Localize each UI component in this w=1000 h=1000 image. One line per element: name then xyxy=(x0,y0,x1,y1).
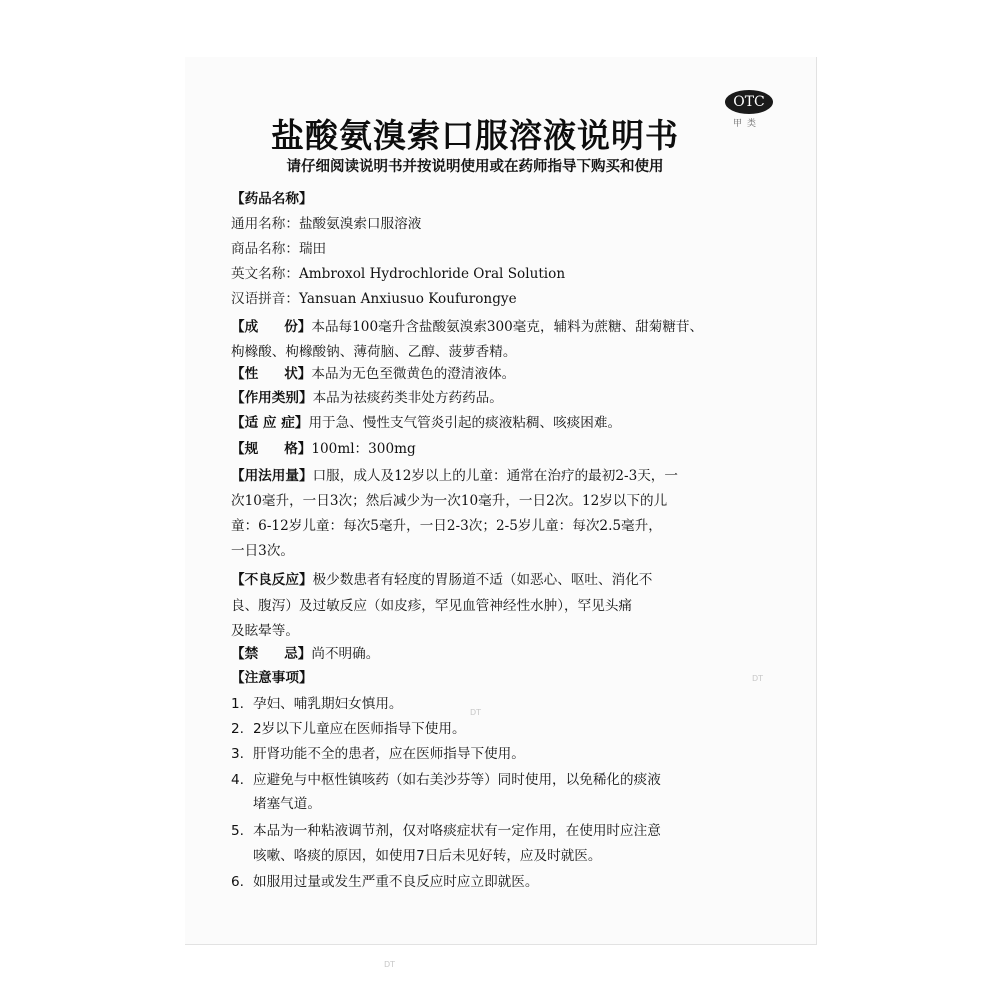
composition-row-cont: 枸橼酸、枸橼酸钠、薄荷脑、乙醇、菠萝香精。 xyxy=(231,344,517,360)
dosage-row: 【用法用量】口服，成人及12岁以上的儿童：通常在治疗的最初2-3天，一 xyxy=(231,468,678,484)
adverse-reaction-row: 【不良反应】极少数患者有轻度的胃肠道不适（如恶心、呕吐、消化不 xyxy=(231,572,653,588)
dosage-row-cont: 一日3次。 xyxy=(231,543,295,559)
adverse-reaction-row-cont: 良、腹泻）及过敏反应（如皮疹，罕见血管神经性水肿），罕见头痛 xyxy=(231,598,633,614)
contraindication-row: 【禁 忌】尚不明确。 xyxy=(231,646,380,662)
precaution-item: 6. 如服用过量或发生严重不良反应时应立即就医。 xyxy=(231,874,539,890)
precaution-item: 5. 本品为一种粘液调节剂，仅对咯痰症状有一定作用，在使用时应注意 xyxy=(231,823,661,839)
appearance-row: 【性 状】本品为无色至微黄色的澄清液体。 xyxy=(231,366,516,382)
specification-row: 【规 格】100ml：300mg xyxy=(231,441,416,457)
watermark: DT xyxy=(470,708,482,717)
dosage-row-cont: 次10毫升，一日3次；然后减少为一次10毫升，一日2次。12岁以下的儿 xyxy=(231,493,668,509)
precaution-item: 3. 肝肾功能不全的患者，应在医师指导下使用。 xyxy=(231,746,525,762)
adverse-reaction-row-cont: 及眩晕等。 xyxy=(231,623,299,639)
pinyin-name-row: 汉语拼音：Yansuan Anxiusuo Koufurongye xyxy=(231,291,517,307)
indication-row: 【适 应 症】用于急、慢性支气管炎引起的痰液粘稠、咳痰困难。 xyxy=(231,415,622,431)
precaution-item: 1. 孕妇、哺乳期妇女慎用。 xyxy=(231,696,403,712)
precaution-item: 2. 2岁以下儿童应在医师指导下使用。 xyxy=(231,721,466,737)
composition-row: 【成 份】本品每100毫升含盐酸氨溴索300毫克，辅料为蔗糖、甜菊糖苷、 xyxy=(231,319,704,335)
document-title: 盐酸氨溴索口服溶液说明书 xyxy=(271,116,679,155)
precaution-item-cont: 咳嗽、咯痰的原因，如使用7日后未见好转，应及时就医。 xyxy=(253,848,602,864)
drug-name-heading: 【药品名称】 xyxy=(231,191,313,207)
category-row: 【作用类别】本品为祛痰药类非处方药药品。 xyxy=(231,390,503,406)
watermark: DT xyxy=(752,674,764,683)
dosage-row-cont: 童：6-12岁儿童：每次5毫升，一日2-3次；2-5岁儿童：每次2.5毫升， xyxy=(231,518,662,534)
otc-category-label: 甲类 xyxy=(733,119,762,129)
precautions-heading: 【注意事项】 xyxy=(231,670,313,686)
document-subtitle: 请仔细阅读说明书并按说明使用或在药师指导下购买和使用 xyxy=(286,159,664,175)
watermark: DT xyxy=(384,960,396,969)
generic-name-row: 通用名称：盐酸氨溴索口服溶液 xyxy=(231,216,422,232)
english-name-row: 英文名称：Ambroxol Hydrochloride Oral Solution xyxy=(231,266,566,282)
precaution-item: 4. 应避免与中枢性镇咳药（如右美沙芬等）同时使用，以免稀化的痰液 xyxy=(231,772,661,788)
otc-badge: OTC xyxy=(725,90,773,114)
precaution-item-cont: 堵塞气道。 xyxy=(253,796,321,812)
trade-name-row: 商品名称：瑞田 xyxy=(231,241,327,257)
